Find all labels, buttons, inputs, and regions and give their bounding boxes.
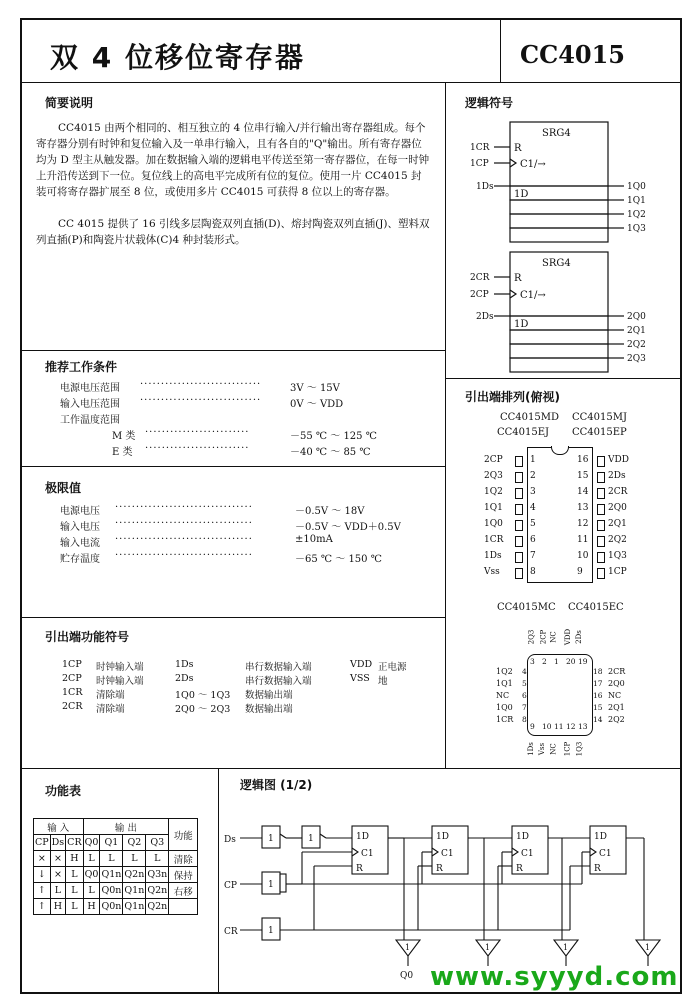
recommended-label-4: E 类 bbox=[112, 447, 133, 458]
plcc-left-label: 1CR bbox=[496, 715, 514, 724]
dip-pin-box bbox=[515, 536, 523, 547]
plcc-top-number: 10 bbox=[542, 722, 552, 731]
reg1-c-label: C1/→ bbox=[520, 159, 546, 170]
plcc-top-number: 19 bbox=[578, 657, 588, 666]
reg1-cp-pin: 1CP bbox=[470, 159, 489, 169]
table-cell: ↑ bbox=[34, 899, 51, 915]
plcc-top-label: VDD bbox=[564, 628, 573, 646]
pin-function-cell: VDD bbox=[350, 659, 373, 670]
table-cell: H bbox=[83, 899, 100, 915]
section-rule bbox=[20, 350, 445, 351]
dip-pin-name: VDD bbox=[608, 455, 629, 465]
table-cell: Q1n bbox=[123, 899, 146, 915]
srg4-label-2: SRG4 bbox=[542, 258, 571, 269]
leader-dots: ····························· bbox=[140, 379, 262, 390]
dip-pin-name: 1Q1 bbox=[484, 503, 503, 513]
recommended-value-1: 0V ～ VDD bbox=[290, 399, 344, 410]
absmax-label-3: 贮存温度 bbox=[60, 554, 100, 565]
dip-pin-number: 9 bbox=[577, 567, 583, 577]
dip-package-body bbox=[527, 447, 593, 583]
ld-outbuf-1: 1 bbox=[405, 943, 411, 952]
table-cell: Q0n bbox=[100, 883, 123, 899]
table-cell: L bbox=[66, 867, 83, 883]
reg2-q1: 2Q1 bbox=[627, 326, 646, 336]
plcc-left-label: NC bbox=[496, 691, 510, 700]
ft-column-header: Q0 bbox=[83, 835, 100, 851]
dip-pin-box bbox=[515, 488, 523, 499]
recommended-value-3: －55 ℃ ～ 125 ℃ bbox=[290, 431, 377, 442]
absmax-heading: 极限值 bbox=[45, 481, 82, 495]
ld-output-q0: Q0 bbox=[400, 971, 414, 981]
pin-function-cell: 1CR bbox=[62, 687, 83, 698]
ft-function-cell bbox=[169, 899, 198, 915]
ft-column-header: Q2 bbox=[123, 835, 146, 851]
ld-outbuf-3: 1 bbox=[563, 943, 569, 952]
table-cell: L bbox=[146, 851, 169, 867]
pin-function-cell: 1Ds bbox=[175, 659, 194, 670]
ft-column-header: Q3 bbox=[146, 835, 169, 851]
logic-symbol-heading: 逻辑符号 bbox=[465, 96, 514, 110]
dip-pin-number: 14 bbox=[577, 487, 589, 497]
ld-buffer-1: 1 bbox=[268, 834, 274, 844]
ld-outbuf-4: 1 bbox=[645, 943, 651, 952]
dip-pin-number: 11 bbox=[577, 535, 589, 545]
plcc-bottom-label: 1Q3 bbox=[575, 741, 584, 757]
reg1-ds-pin: 1Ds bbox=[476, 182, 494, 192]
plcc-right-label: 2Q2 bbox=[608, 715, 625, 724]
table-cell: × bbox=[50, 867, 66, 883]
ft-column-header: CR bbox=[66, 835, 83, 851]
plcc-model-1: CC4015EC bbox=[568, 602, 624, 613]
table-cell: L bbox=[66, 883, 83, 899]
plcc-bottom-label: Vss bbox=[538, 742, 547, 756]
dip-pin-box bbox=[515, 456, 523, 467]
reg1-cr-pin: 1CR bbox=[470, 143, 490, 153]
recommended-label-3: M 类 bbox=[112, 431, 136, 442]
ld-ff4-d: 1D bbox=[594, 832, 607, 842]
absmax-value-1: －0.5V ～ VDD＋0.5V bbox=[295, 522, 401, 533]
ft-input-header: 输 入 bbox=[34, 819, 84, 835]
recommended-value-0: 3V ～ 15V bbox=[290, 383, 340, 394]
reg1-r-label: R bbox=[514, 143, 522, 154]
pin-function-cell: 清除端 bbox=[96, 690, 125, 701]
reg2-cr-pin: 2CR bbox=[470, 273, 490, 283]
dip-pin-name: 1Ds bbox=[484, 551, 502, 561]
absmax-label-0: 电源电压 bbox=[60, 506, 100, 517]
dip-pin-box bbox=[515, 520, 523, 531]
recommended-value-4: －40 ℃ ～ 85 ℃ bbox=[290, 447, 371, 458]
reg2-d-label: 1D bbox=[514, 319, 529, 330]
reg2-cp-pin: 2CP bbox=[470, 290, 489, 300]
dip-pin-number: 15 bbox=[577, 471, 589, 481]
logic-diagram-heading: 逻辑图 (1/2) bbox=[240, 778, 313, 792]
section-rule bbox=[445, 378, 682, 379]
ld-ff3-c: C1 bbox=[521, 849, 534, 859]
table-cell: L bbox=[83, 883, 100, 899]
dip-pin-name: 1Q3 bbox=[608, 551, 627, 561]
dip-pin-name: Vss bbox=[484, 567, 500, 577]
pin-function-cell: 串行数据输入端 bbox=[245, 662, 312, 673]
absmax-value-3: －65 ℃ ～ 150 ℃ bbox=[295, 554, 382, 565]
absmax-value-0: －0.5V ～ 18V bbox=[295, 506, 365, 517]
ft-function-cell: 右移 bbox=[169, 883, 198, 899]
dip-pin-number: 5 bbox=[530, 519, 536, 529]
plcc-right-number: 17 bbox=[593, 679, 603, 688]
dip-pin-name: 1Q0 bbox=[484, 519, 503, 529]
plcc-left-label: 1Q1 bbox=[496, 679, 513, 688]
dip-pin-box bbox=[597, 504, 605, 515]
dip-pin-number: 12 bbox=[577, 519, 589, 529]
plcc-left-label: 1Q2 bbox=[496, 667, 513, 676]
reg1-d-label: 1D bbox=[514, 189, 529, 200]
dip-pin-box bbox=[597, 488, 605, 499]
dip-pin-name: 2Q0 bbox=[608, 503, 627, 513]
table-cell: Q0 bbox=[83, 867, 100, 883]
absmax-label-2: 输入电流 bbox=[60, 538, 100, 549]
dip-pin-box bbox=[515, 504, 523, 515]
dip-pin-number: 13 bbox=[577, 503, 589, 513]
ld-buffer-3: 1 bbox=[268, 880, 274, 890]
register-2-symbol bbox=[494, 252, 624, 372]
table-cell: L bbox=[123, 851, 146, 867]
ld-input-cr: CR bbox=[224, 927, 238, 937]
dip-pin-number: 2 bbox=[530, 471, 536, 481]
dip-model-1: CC4015MJ bbox=[572, 412, 627, 423]
section-rule bbox=[20, 617, 445, 618]
table-cell: L bbox=[83, 851, 100, 867]
reg1-q1: 1Q1 bbox=[627, 196, 646, 206]
ft-column-header: CP bbox=[34, 835, 51, 851]
pin-function-cell: 数据输出端 bbox=[245, 690, 293, 701]
dip-model-0: CC4015MD bbox=[500, 412, 560, 423]
table-cell: Q3n bbox=[146, 867, 169, 883]
leader-dots: ································· bbox=[115, 534, 253, 545]
pin-function-cell: 正电源 bbox=[378, 662, 407, 673]
ld-buffer-2: 1 bbox=[308, 834, 314, 844]
recommended-label-2: 工作温度范围 bbox=[60, 415, 120, 426]
pinfunc-heading: 引出端功能符号 bbox=[45, 630, 130, 644]
table-cell: ↑ bbox=[34, 883, 51, 899]
pin-function-cell: 数据输出端 bbox=[245, 704, 293, 715]
ld-ff1-c: C1 bbox=[361, 849, 374, 859]
plcc-top-number: 11 bbox=[554, 722, 564, 731]
bottom-divider bbox=[218, 768, 219, 994]
dip-pin-number: 4 bbox=[530, 503, 536, 513]
reg2-q3: 2Q3 bbox=[627, 354, 646, 364]
ft-function-cell: 清除 bbox=[169, 851, 198, 867]
recommended-heading: 推荐工作条件 bbox=[45, 360, 118, 374]
plcc-right-label: NC bbox=[608, 691, 622, 700]
plcc-left-label: 1Q0 bbox=[496, 703, 513, 712]
dip-pin-box bbox=[597, 456, 605, 467]
table-cell: Q2n bbox=[146, 883, 169, 899]
ft-output-header: 输 出 bbox=[83, 819, 169, 835]
table-cell: Q1n bbox=[100, 867, 123, 883]
ld-ff4-c: C1 bbox=[599, 849, 612, 859]
ld-ff2-d: 1D bbox=[436, 832, 449, 842]
dip-pin-box bbox=[597, 520, 605, 531]
ld-input-ds: Ds bbox=[224, 835, 236, 845]
reg2-r-label: R bbox=[514, 273, 522, 284]
plcc-top-number: 12 bbox=[566, 722, 576, 731]
absmax-value-2: ±10mA bbox=[295, 534, 333, 545]
leader-dots: ························· bbox=[145, 427, 250, 438]
reg1-q2: 1Q2 bbox=[627, 210, 646, 220]
recommended-label-0: 电源电压范围 bbox=[60, 383, 120, 394]
plcc-left-number: 5 bbox=[522, 679, 527, 688]
table-cell: H bbox=[50, 899, 66, 915]
pin-function-cell: 2Q0 ～ 2Q3 bbox=[175, 704, 231, 715]
ld-ff4-r: R bbox=[594, 864, 601, 874]
reg2-q2: 2Q2 bbox=[627, 340, 646, 350]
table-cell: L bbox=[100, 851, 123, 867]
table-cell: × bbox=[34, 851, 51, 867]
logic-diagram bbox=[222, 790, 680, 990]
plcc-top-number: 13 bbox=[578, 722, 588, 731]
table-cell: L bbox=[66, 899, 83, 915]
leader-dots: ································· bbox=[115, 518, 253, 529]
dip-pin-name: 2Q3 bbox=[484, 471, 503, 481]
dip-pin-number: 3 bbox=[530, 487, 536, 497]
plcc-top-label: 2CP bbox=[539, 629, 548, 645]
ld-input-cp: CP bbox=[224, 881, 237, 891]
table-cell: Q2n bbox=[146, 899, 169, 915]
dip-pin-name: 2CP bbox=[484, 455, 503, 465]
pin-function-cell: 时钟输入端 bbox=[96, 662, 144, 673]
reg1-q3: 1Q3 bbox=[627, 224, 646, 234]
function-table-heading: 功能表 bbox=[45, 784, 82, 798]
ft-body bbox=[34, 851, 198, 915]
dip-pin-box bbox=[597, 552, 605, 563]
dip-pin-box bbox=[597, 568, 605, 579]
plcc-top-number: 1 bbox=[554, 657, 559, 666]
logic-symbol-diagram bbox=[446, 110, 680, 375]
reg1-q0: 1Q0 bbox=[627, 182, 646, 192]
table-cell: × bbox=[50, 851, 66, 867]
absmax-label-1: 输入电压 bbox=[60, 522, 100, 533]
plcc-right-number: 18 bbox=[593, 667, 603, 676]
ld-buffer-4: 1 bbox=[268, 926, 274, 936]
pin-function-cell: 串行数据输入端 bbox=[245, 676, 312, 687]
dip-pin-number: 10 bbox=[577, 551, 589, 561]
plcc-left-number: 6 bbox=[522, 691, 527, 700]
dip-pin-name: 1CR bbox=[484, 535, 504, 545]
plcc-top-label: 2Q3 bbox=[527, 629, 536, 645]
dip-pin-name: 2Q2 bbox=[608, 535, 627, 545]
table-cell: L bbox=[50, 883, 66, 899]
ld-ff3-d: 1D bbox=[516, 832, 529, 842]
plcc-top-label: 2Ds bbox=[574, 630, 583, 644]
pin-function-cell: VSS bbox=[350, 673, 370, 684]
dip-pin-number: 8 bbox=[530, 567, 536, 577]
dip-pin-number: 1 bbox=[530, 455, 536, 465]
dip-pin-name: 2Q1 bbox=[608, 519, 627, 529]
dip-pin-box bbox=[515, 568, 523, 579]
dip-pin-number: 6 bbox=[530, 535, 536, 545]
dip-model-2: CC4015EJ bbox=[497, 427, 550, 438]
leader-dots: ································· bbox=[115, 550, 253, 561]
plcc-bottom-label: NC bbox=[549, 743, 558, 755]
plcc-model-0: CC4015MC bbox=[497, 602, 556, 613]
dip-pin-name: 2Ds bbox=[608, 471, 626, 481]
ft-function-cell: 保持 bbox=[169, 867, 198, 883]
pin-function-cell: 2Ds bbox=[175, 673, 194, 684]
function-table bbox=[33, 818, 198, 915]
pin-function-cell: 2CR bbox=[62, 701, 83, 712]
dip-pin-box bbox=[515, 552, 523, 563]
table-cell: ↓ bbox=[34, 867, 51, 883]
recommended-label-1: 输入电压范围 bbox=[60, 399, 120, 410]
part-number: CC4015 bbox=[520, 40, 625, 69]
plcc-right-label: 2Q1 bbox=[608, 703, 625, 712]
plcc-right-label: 2Q0 bbox=[608, 679, 625, 688]
plcc-top-number: 9 bbox=[530, 722, 535, 731]
ld-ff1-d: 1D bbox=[356, 832, 369, 842]
table-cell: Q0n bbox=[100, 899, 123, 915]
leader-dots: ························· bbox=[145, 443, 250, 454]
pin-function-cell: 2CP bbox=[62, 673, 82, 684]
plcc-right-label: 2CR bbox=[608, 667, 626, 676]
table-row bbox=[34, 883, 198, 899]
ft-column-header: Q1 bbox=[100, 835, 123, 851]
plcc-left-number: 8 bbox=[522, 715, 527, 724]
ff-block bbox=[352, 826, 626, 874]
ld-ff3-r: R bbox=[516, 864, 523, 874]
srg4-label-1: SRG4 bbox=[542, 128, 571, 139]
table-cell: Q1n bbox=[123, 883, 146, 899]
page-title: 双 4 位移位寄存器 bbox=[50, 41, 305, 74]
section-rule bbox=[20, 768, 682, 769]
header-divider bbox=[500, 20, 501, 82]
leader-dots: ····························· bbox=[140, 395, 262, 406]
reg2-q0: 2Q0 bbox=[627, 312, 646, 322]
plcc-right-number: 14 bbox=[593, 715, 603, 724]
description-paragraph-2: CC 4015 提供了 16 引线多层陶瓷双列直插(D)、熔封陶瓷双列直插(J)、塑料双列直插(P)和陶瓷片状载体(C)4 种封装形式。 bbox=[36, 218, 430, 246]
plcc-left-number: 4 bbox=[522, 667, 527, 676]
dip-pin-number: 16 bbox=[577, 455, 589, 465]
plcc-bottom-label: 1CP bbox=[563, 741, 572, 757]
pin-function-cell: 1Q0 ～ 1Q3 bbox=[175, 690, 231, 701]
dip-pin-name: 1Q2 bbox=[484, 487, 503, 497]
ld-ff2-r: R bbox=[436, 864, 443, 874]
table-cell: Q2n bbox=[123, 867, 146, 883]
dip-pin-box bbox=[515, 472, 523, 483]
leader-dots: ································· bbox=[115, 502, 253, 513]
table-row bbox=[34, 899, 198, 915]
pin-function-cell: 清除端 bbox=[96, 704, 125, 715]
table-cell: H bbox=[66, 851, 83, 867]
dip-pin-name: 2CR bbox=[608, 487, 628, 497]
ft-function-header: 功能 bbox=[169, 819, 198, 851]
plcc-top-label: NC bbox=[549, 631, 558, 643]
dip-model-3: CC4015EP bbox=[572, 427, 627, 438]
plcc-top-number: 2 bbox=[542, 657, 547, 666]
ld-ff1-r: R bbox=[356, 864, 363, 874]
plcc-top-number: 3 bbox=[530, 657, 535, 666]
plcc-bottom-label: 1Ds bbox=[526, 742, 535, 756]
dip-pin-name: 1CP bbox=[608, 567, 627, 577]
reg2-ds-pin: 2Ds bbox=[476, 312, 494, 322]
description-paragraph-1: CC4015 由两个相同的、相互独立的 4 位串行输入/并行输出寄存器组成。每个寄存器分别有时钟和复位输入及一单串行输入，且有各自的"Q"输出。所有寄存器位均为 D 型主从触发器。加在数据输入端的逻辑电平传送至第一寄存器位，在每一时钟上升沿传送到下一位。复位线上的高电平完成所有位的复位。使用一片 CC4015 封装可将寄存器扩展至 8 位，或使用多片 CC4015 可获得 8 位以上的寄存器。 bbox=[36, 122, 430, 198]
dip-pin-box bbox=[597, 472, 605, 483]
pin-function-cell: 地 bbox=[378, 676, 388, 687]
plcc-right-number: 15 bbox=[593, 703, 603, 712]
table-row bbox=[34, 867, 198, 883]
reg2-c-label: C1/→ bbox=[520, 290, 546, 301]
description-heading: 简要说明 bbox=[45, 96, 94, 110]
ld-ff2-c: C1 bbox=[441, 849, 454, 859]
dip-pin-number: 7 bbox=[530, 551, 536, 561]
header-rule bbox=[20, 82, 682, 83]
ld-outbuf-2: 1 bbox=[485, 943, 491, 952]
section-rule bbox=[20, 466, 445, 467]
plcc-right-number: 16 bbox=[593, 691, 603, 700]
plcc-left-number: 7 bbox=[522, 703, 527, 712]
pinout-heading: 引出端排列(俯视) bbox=[465, 390, 560, 404]
dip-pin-box bbox=[597, 536, 605, 547]
pin-function-cell: 1CP bbox=[62, 659, 82, 670]
plcc-top-number: 20 bbox=[566, 657, 576, 666]
register-1-symbol bbox=[494, 122, 624, 242]
watermark: www.syyyd.com bbox=[430, 962, 679, 992]
table-row bbox=[34, 851, 198, 867]
pin-function-cell: 时钟输入端 bbox=[96, 676, 144, 687]
ft-column-header: Ds bbox=[50, 835, 66, 851]
